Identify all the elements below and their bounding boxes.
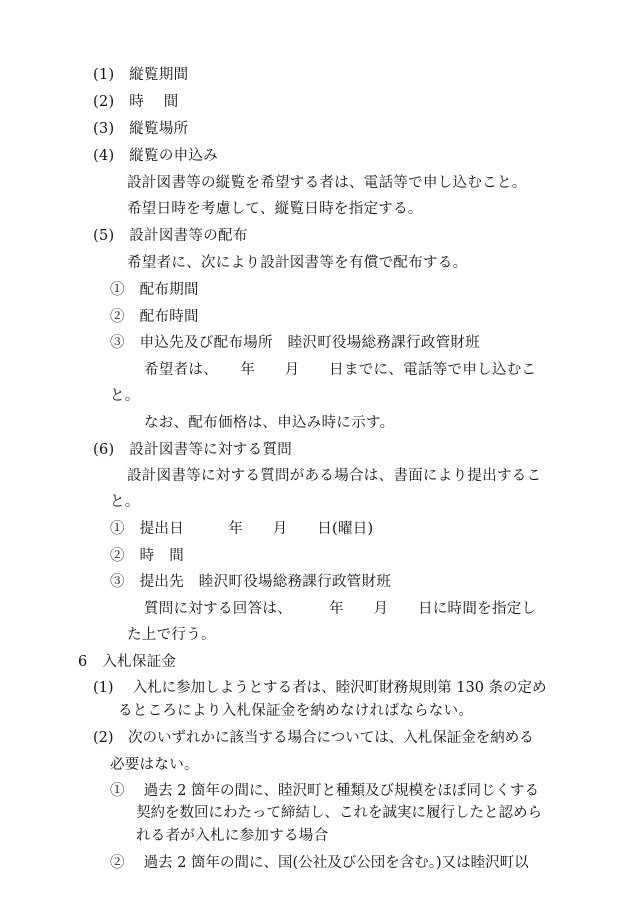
bid-bond-item-2: (2) 次のいずれかに該当する場合については、入札保証金を納める (93, 730, 534, 746)
paragraph-line: るところにより入札保証金を納めなければならない。 (118, 703, 474, 719)
paragraph-line: れる者が入札に参加する場合 (136, 828, 329, 844)
paragraph-line: と。 (110, 494, 140, 510)
item-1-viewing-period: (1) 縦覧期間 (93, 67, 189, 83)
item-3-viewing-place: (3) 縦覧場所 (93, 121, 189, 137)
sub-item-1-submission-date: ① 提出日 年 月 日(曜日) (110, 521, 374, 537)
paragraph-line: 希望日時を考慮して、縦覧日時を指定する。 (127, 201, 423, 217)
section-6-bid-bond: 6 入札保証金 (78, 654, 177, 670)
sub-item-3-application-place: ③ 申込先及び配布場所 睦沢町役場総務課行政管財班 (110, 335, 480, 351)
item-6-questions: (6) 設計図書等に対する質問 (93, 442, 293, 458)
paragraph-line: と。 (110, 388, 140, 404)
exemption-sub-item-1: ① 過去 2 箇年の間に、睦沢町と種類及び規模をほぼ同じくする (110, 783, 540, 799)
paragraph-line: なお、配布価格は、申込み時に示す。 (144, 415, 395, 431)
sub-item-2-distribution-time: ② 配布時間 (110, 309, 199, 325)
sub-item-2-time: ② 時 間 (110, 548, 184, 564)
paragraph-line: 質問に対する回答は、 年 月 日に時間を指定し (144, 601, 537, 617)
sub-item-3-submission-place: ③ 提出先 睦沢町役場総務課行政管財班 (110, 574, 392, 590)
item-4-viewing-application: (4) 縦覧の申込み (93, 148, 219, 164)
paragraph-line: 必要はない。 (110, 757, 199, 773)
paragraph-line: 設計図書等の縦覧を希望する者は、電話等で申し込むこと。 (127, 175, 527, 191)
paragraph-line: 契約を数回にわたって締結し、これを誠実に履行したと認めら (136, 805, 542, 821)
paragraph-line: 設計図書等に対する質問がある場合は、書面により提出するこ (127, 468, 542, 484)
sub-item-1-distribution-period: ① 配布期間 (110, 282, 199, 298)
paragraph-line: 希望者に、次により設計図書等を有償で配布する。 (127, 255, 468, 271)
paragraph-line: た上で行う。 (127, 627, 216, 643)
item-5-distribution: (5) 設計図書等の配布 (93, 228, 248, 244)
paragraph-line: 希望者は、 年 月 日までに、電話等で申し込むこ (144, 362, 537, 378)
bid-bond-item-1: (1) 入札に参加しようとする者は、睦沢町財務規則第 130 条の定め (93, 680, 547, 696)
exemption-sub-item-2: ② 過去 2 箇年の間に、国(公社及び公団を含む。)又は睦沢町以 (110, 855, 529, 871)
item-2-time: (2) 時 間 (93, 94, 179, 110)
